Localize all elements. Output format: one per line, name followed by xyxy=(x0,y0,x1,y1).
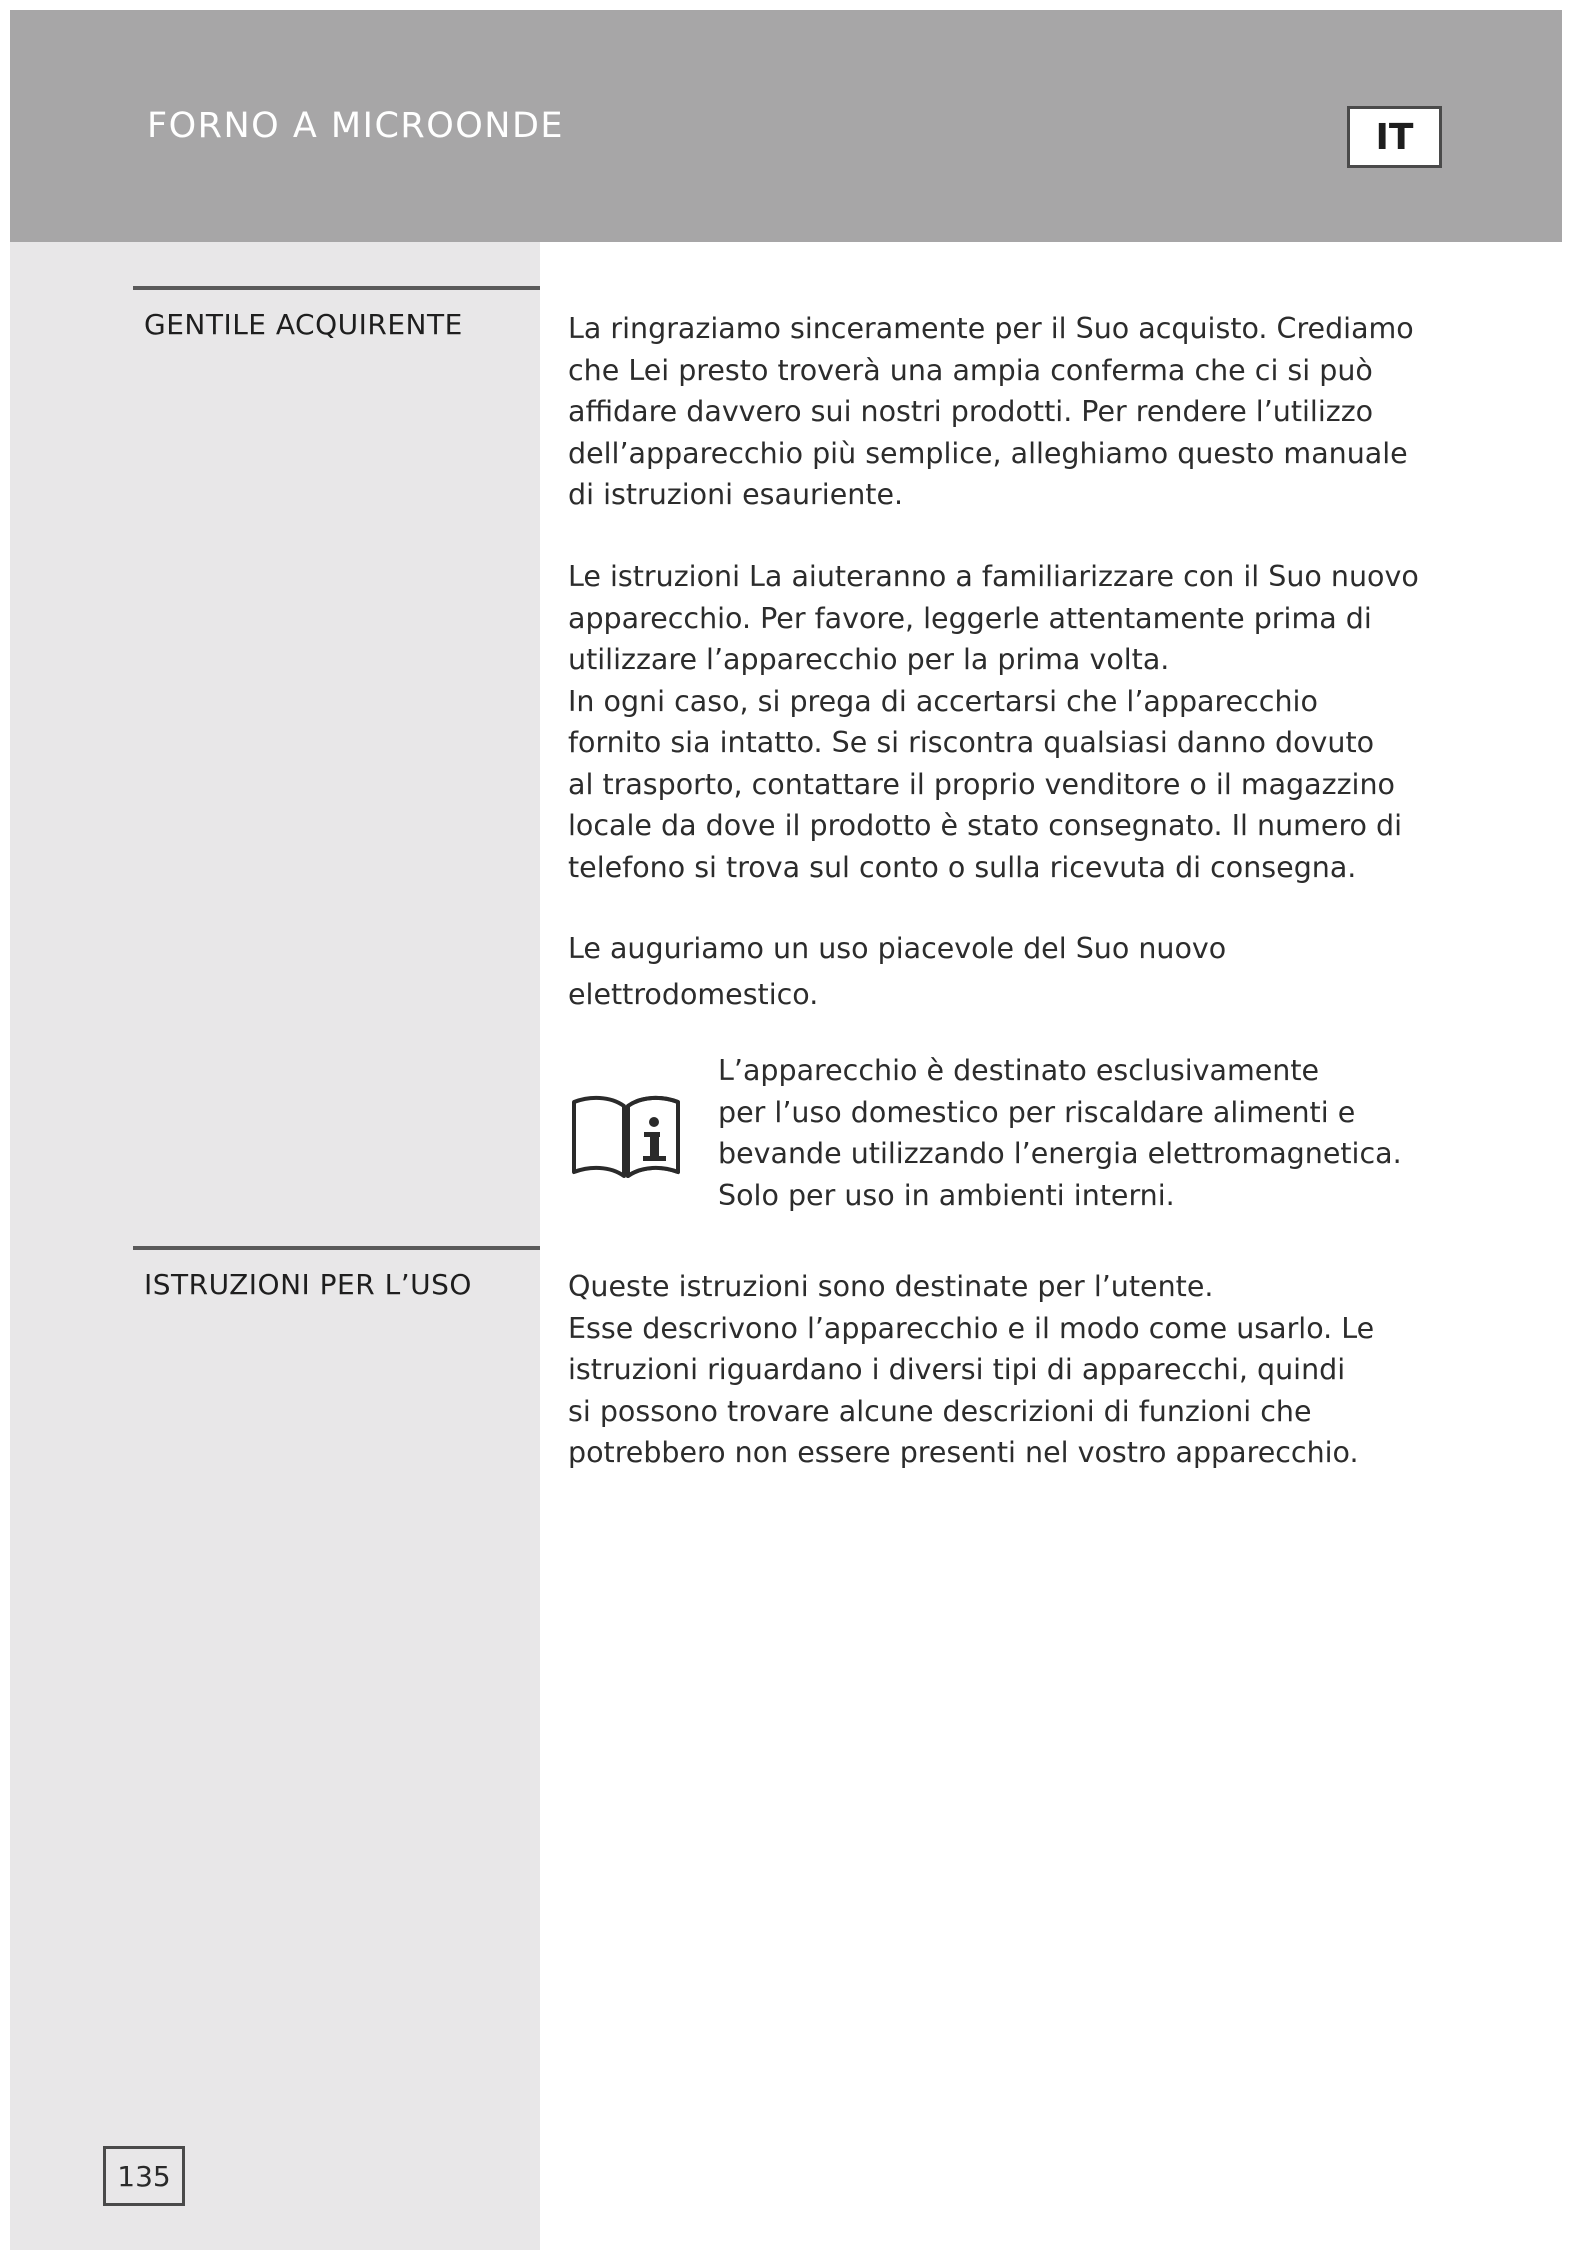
section-heading-gentile-acquirente: GENTILE ACQUIRENTE xyxy=(144,308,463,341)
text-line: Solo per uso in ambienti interni. xyxy=(718,1178,1175,1212)
page-header xyxy=(10,10,1562,242)
text-line: utilizzare l’apparecchio per la prima volta. xyxy=(568,643,1170,676)
info-manual-icon xyxy=(570,1092,682,1184)
page-number: 135 xyxy=(103,2146,185,2206)
section-divider xyxy=(133,286,540,290)
text-line: istruzioni riguardano i diversi tipi di apparecchi, quindi xyxy=(568,1353,1346,1386)
user-instructions-paragraph xyxy=(568,1266,1488,1474)
text-line: Esse descrivono l’apparecchio e il modo come usarlo. Le xyxy=(568,1311,1375,1345)
text-line: elettrodomestico. xyxy=(568,977,819,1011)
text-line: L’apparecchio è destinato esclusivamente xyxy=(718,1054,1320,1087)
text-line: Le istruzioni La aiuteranno a familiarizzare con il Suo nuovo xyxy=(568,560,1419,593)
text-line: dell’apparecchio più semplice, alleghiamo questo manuale xyxy=(568,436,1408,470)
text-line: telefono si trova sul conto o sulla ricevuta di consegna. xyxy=(568,850,1357,884)
document-title: FORNO A MICROONDE xyxy=(147,106,565,146)
text-line: apparecchio. Per favore, leggerle attentamente prima di xyxy=(568,601,1372,635)
text-line: La ringraziamo sinceramente per il Suo acquisto. Crediamo xyxy=(568,312,1414,345)
usage-note xyxy=(718,1050,1402,1216)
text-line: fornito sia intatto. Se si riscontra qualsiasi danno dovuto xyxy=(568,726,1375,759)
manual-page xyxy=(10,10,1562,2250)
section-divider xyxy=(133,1246,540,1250)
language-badge: IT xyxy=(1347,106,1442,168)
text-line: Queste istruzioni sono destinate per l’utente. xyxy=(568,1270,1214,1303)
text-line: affidare davvero sui nostri prodotti. Per rendere l’utilizzo xyxy=(568,395,1374,428)
text-line: potrebbero non essere presenti nel vostro apparecchio. xyxy=(568,1436,1359,1469)
wishes-paragraph xyxy=(568,928,1488,1015)
intro-paragraph xyxy=(568,308,1488,516)
text-line: Le auguriamo un uso piacevole del Suo nuovo xyxy=(568,932,1227,965)
text-line: bevande utilizzando l’energia elettromagnetica. xyxy=(718,1137,1402,1170)
text-line: per l’uso domestico per riscaldare alimenti e xyxy=(718,1095,1356,1129)
text-line: di istruzioni esauriente. xyxy=(568,478,904,511)
text-line: che Lei presto troverà una ampia conferma che ci si può xyxy=(568,353,1373,387)
section-heading-istruzioni-per-uso: ISTRUZIONI PER L’USO xyxy=(144,1268,472,1301)
text-line: al trasporto, contattare il proprio venditore o il magazzino xyxy=(568,767,1395,801)
instructions-paragraph xyxy=(568,556,1488,888)
text-line: In ogni caso, si prega di accertarsi che l’apparecchio xyxy=(568,684,1318,718)
text-line: locale da dove il prodotto è stato consegnato. Il numero di xyxy=(568,809,1403,842)
text-line: si possono trovare alcune descrizioni di funzioni che xyxy=(568,1394,1312,1428)
